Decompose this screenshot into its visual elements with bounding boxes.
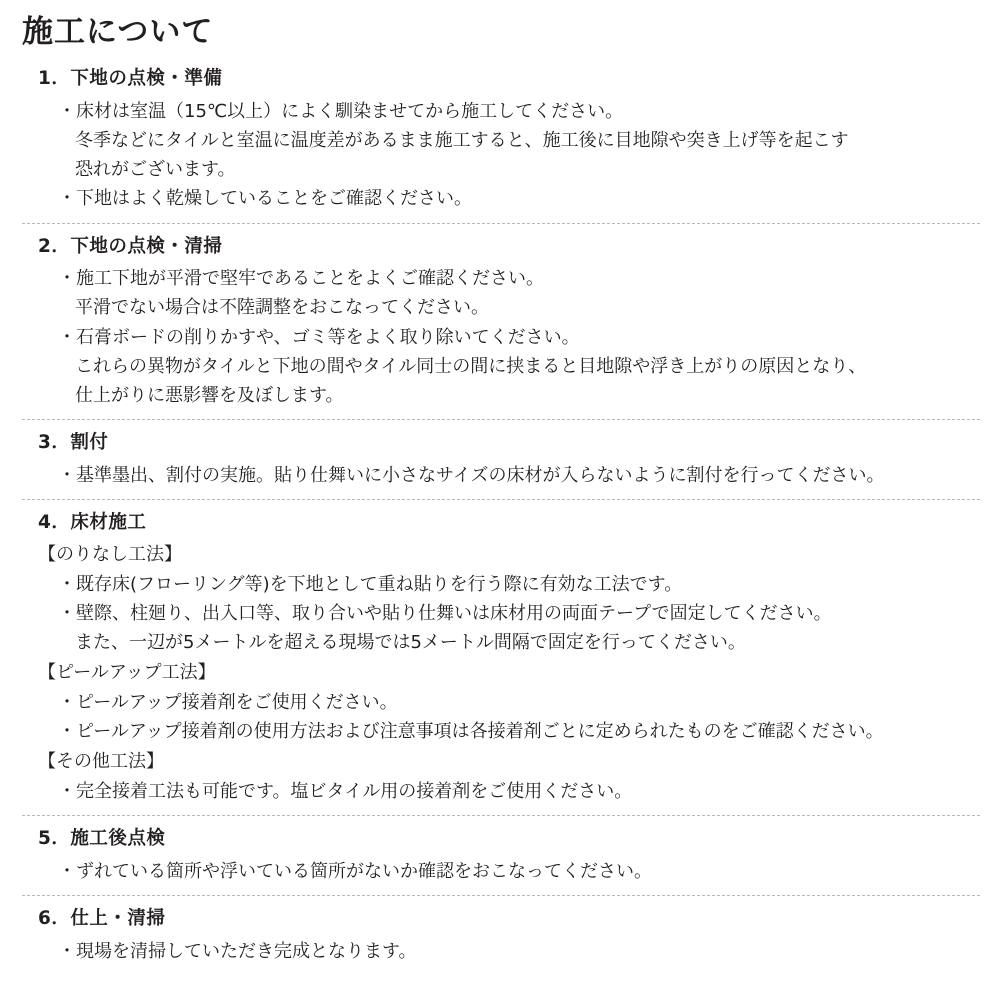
section-body xyxy=(22,541,980,807)
bullet-item xyxy=(58,264,980,293)
bullet-continuation: これらの異物がタイルと下地の間やタイル同士の間に挟まると目地隙や浮き上がりの原因となり、 xyxy=(75,355,867,377)
bullet-text: 完全接着工法も可能です。塩ビタイル用の接着剤をご使用ください。 xyxy=(76,781,633,803)
bullet-marker: ・ xyxy=(58,268,76,290)
page-title: 施工について xyxy=(22,14,214,50)
bullet-marker: ・ xyxy=(58,326,76,348)
bullet-continuation: また、一辺が5メートルを超える現場では5メートル間隔で固定を行ってください。 xyxy=(75,631,746,653)
method-group-label: 【その他工法】 xyxy=(38,751,164,773)
bullet-item xyxy=(58,717,980,746)
bullet-marker: ・ xyxy=(58,861,76,883)
section-body xyxy=(22,461,980,490)
bullet-continuation: 恐れがございます。 xyxy=(75,159,236,181)
bullet-text: 壁際、柱廻り、出入口等、取り合いや貼り仕舞いは床材用の両面テープで固定してください。 xyxy=(76,602,832,624)
bullet-text: ピールアップ接着剤の使用方法および注意事項は各接着剤ごとに定められたものをご確認ください。 xyxy=(76,721,884,743)
bullet-marker: ・ xyxy=(58,692,76,713)
bullet-item xyxy=(58,599,980,628)
bullet-text: 下地はよく乾燥していることをご確認ください。 xyxy=(76,188,472,210)
method-group-label: 【のりなし工法】 xyxy=(38,543,182,565)
bullet-marker: ・ xyxy=(58,602,76,624)
section-heading: 1．下地の点検・準備 xyxy=(38,68,223,90)
bullet-marker: ・ xyxy=(58,464,76,486)
bullet-item xyxy=(58,857,980,886)
bullet-continuation: 冬季などにタイルと室温に温度差があるまま施工すると、施工後に目地隙や突き上げ等を起こす xyxy=(75,130,849,152)
bullet-text: 現場を清掃していただき完成となります。 xyxy=(76,941,417,963)
bullet-item xyxy=(58,688,980,717)
document-section xyxy=(22,825,980,896)
bullet-marker: ・ xyxy=(58,188,76,210)
bullet-text: 基準墨出、割付の実施。貼り仕舞いに小さなサイズの床材が入らないように割付を行ってください。 xyxy=(76,464,885,486)
bullet-text: ずれている箇所や浮いている箇所がないか確認をおこなってください。 xyxy=(76,861,652,883)
section-heading: 2．下地の点検・清掃 xyxy=(38,235,223,257)
document-section xyxy=(22,509,980,816)
section-heading: 4．床材施工 xyxy=(38,512,147,533)
bullet-text: 施工下地が平滑で堅牢であることをよくご確認ください。 xyxy=(76,268,544,290)
bullet-item xyxy=(58,937,980,966)
bullet-item xyxy=(58,777,980,806)
section-heading: 5．施工後点検 xyxy=(38,828,166,850)
sections-container xyxy=(22,65,980,975)
document-section xyxy=(22,65,980,223)
document-section xyxy=(22,429,980,500)
section-heading: 6．仕上・清掃 xyxy=(38,908,166,930)
bullet-item xyxy=(58,184,980,213)
bullet-marker: ・ xyxy=(58,721,76,743)
section-body xyxy=(22,857,980,886)
bullet-continuation: 平滑でない場合は不陸調整をおこなってください。 xyxy=(75,297,489,319)
document-section xyxy=(22,233,980,421)
bullet-text: 既存床(フローリング等)を下地として重ね貼りを行う際に有効な工法です。 xyxy=(76,573,683,595)
section-heading: 3．割付 xyxy=(38,432,109,454)
bullet-marker: ・ xyxy=(58,941,76,963)
bullet-text: ピールアップ接着剤をご使用ください。 xyxy=(76,692,398,713)
method-group-label: 【ピールアップ工法】 xyxy=(38,662,216,684)
bullet-item xyxy=(58,97,980,126)
document-section xyxy=(22,905,980,975)
bullet-marker: ・ xyxy=(58,573,76,595)
bullet-text: 石膏ボードの削りかすや、ゴミ等をよく取り除いてください。 xyxy=(76,326,580,348)
bullet-item xyxy=(58,461,980,490)
bullet-continuation: 仕上がりに悪影響を及ぼします。 xyxy=(75,384,344,406)
bullet-marker: ・ xyxy=(58,781,76,803)
section-body xyxy=(22,97,980,214)
bullet-text: 床材は室温（15℃以上）によく馴染ませてから施工してください。 xyxy=(76,100,624,122)
bullet-item xyxy=(58,570,980,599)
section-body xyxy=(22,937,980,966)
bullet-item xyxy=(58,323,980,352)
bullet-marker: ・ xyxy=(58,100,76,122)
section-body xyxy=(22,264,980,410)
